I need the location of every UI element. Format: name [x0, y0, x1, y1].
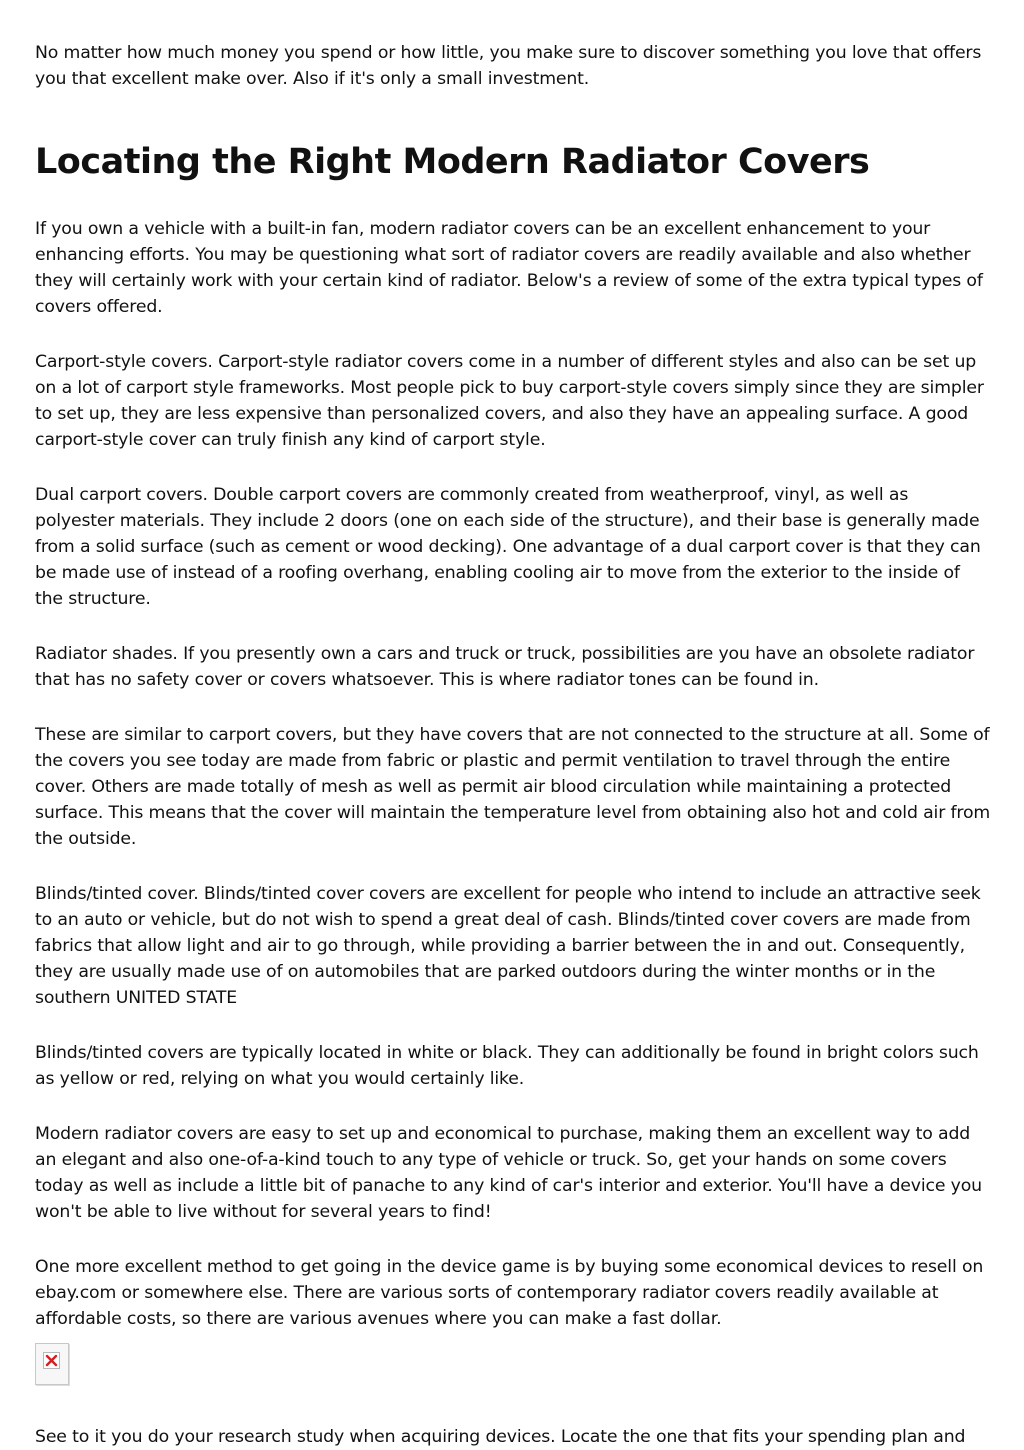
paragraph-resell: One more excellent method to get going in the device game is by buying some economical devices to resell on ebay.com or somewhere else. There are various sorts of contemporary radiator covers readily available at affordable costs, so there are various avenues where you can make a fast dollar.	[35, 1257, 984, 1329]
paragraph-dual-carport: Dual carport covers. Double carport covers are commonly created from weatherproof, vinyl, as well as polyester materials. They include 2 doors (one on each side of the structure), and their base is generally made from a solid surface (such as cement or wood decking). One advantage of a dual carport cover is that they can be made use of instead of a roofing overhang, enabling cooling air to move from the exterior to the inside of the structure.	[35, 485, 981, 609]
article	[35, 40, 991, 1450]
paragraph-radiator-shades: Radiator shades. If you presently own a cars and truck or truck, possibilities are you have an obsolete radiator that has no safety cover or covers whatsoever. This is where radiator tones can be found in.	[35, 644, 975, 690]
paragraph-carport-style: Carport-style covers. Carport-style radiator covers come in a number of different styles and also can be set up on a lot of carport style frameworks. Most people pick to buy carport-style covers simply since they are simpler to set up, they are less expensive than personalized covers, and also they have an appealing surface. A good carport-style cover can truly finish any kind of carport style.	[35, 352, 984, 450]
closing-paragraph: See to it you do your research study when acquiring devices. Locate the one that fits your spending plan and	[35, 1427, 966, 1447]
paragraph-overview: If you own a vehicle with a built-in fan, modern radiator covers can be an excellent enhancement to your enhancing efforts. You may be questioning what sort of radiator covers are readily available and also whether they will certainly work with your certain kind of radiator. Below's a review of some of the extra typical types of covers offered.	[35, 219, 983, 317]
broken-image-placeholder	[35, 1343, 69, 1385]
paragraph-similar-covers: These are similar to carport covers, but they have covers that are not connected to the structure at all. Some of the covers you see today are made from fabric or plastic and permit ventilation to travel through the entire cover. Others are made totally of mesh as well as permit air blood circulation while maintaining a protected surface. This means that the cover will maintain the temperature level from obtaining also hot and cold air from the outside.	[35, 725, 991, 849]
paragraph-modern-covers: Modern radiator covers are easy to set up and economical to purchase, making them an excellent way to add an elegant and also one-of-a-kind touch to any type of vehicle or truck. So, get your hands on some covers today as well as include a little bit of panache to any kind of car's interior and exterior. You'll have a device you won't be able to live without for several years to find!	[35, 1124, 982, 1222]
intro-paragraph: No matter how much money you spend or how little, you make sure to discover something you love that offers you that excellent make over. Also if it's only a small investment.	[35, 43, 982, 89]
broken-image-icon	[43, 1352, 60, 1369]
paragraph-colors: Blinds/tinted covers are typically located in white or black. They can additionally be found in bright colors such as yellow or red, relying on what you would certainly like.	[35, 1043, 979, 1089]
paragraph-blinds-tinted: Blinds/tinted cover. Blinds/tinted cover covers are excellent for people who intend to include an attractive seek to an auto or vehicle, but do not wish to spend a great deal of cash. Blinds/tinted cover covers are made from fabrics that allow light and air to go through, while providing a barrier between the in and out. Consequently, they are usually made use of on automobiles that are parked outdoors during the winter months or in the southern UNITED STATE	[35, 884, 981, 1008]
article-heading: Locating the Right Modern Radiator Covers	[35, 142, 870, 182]
